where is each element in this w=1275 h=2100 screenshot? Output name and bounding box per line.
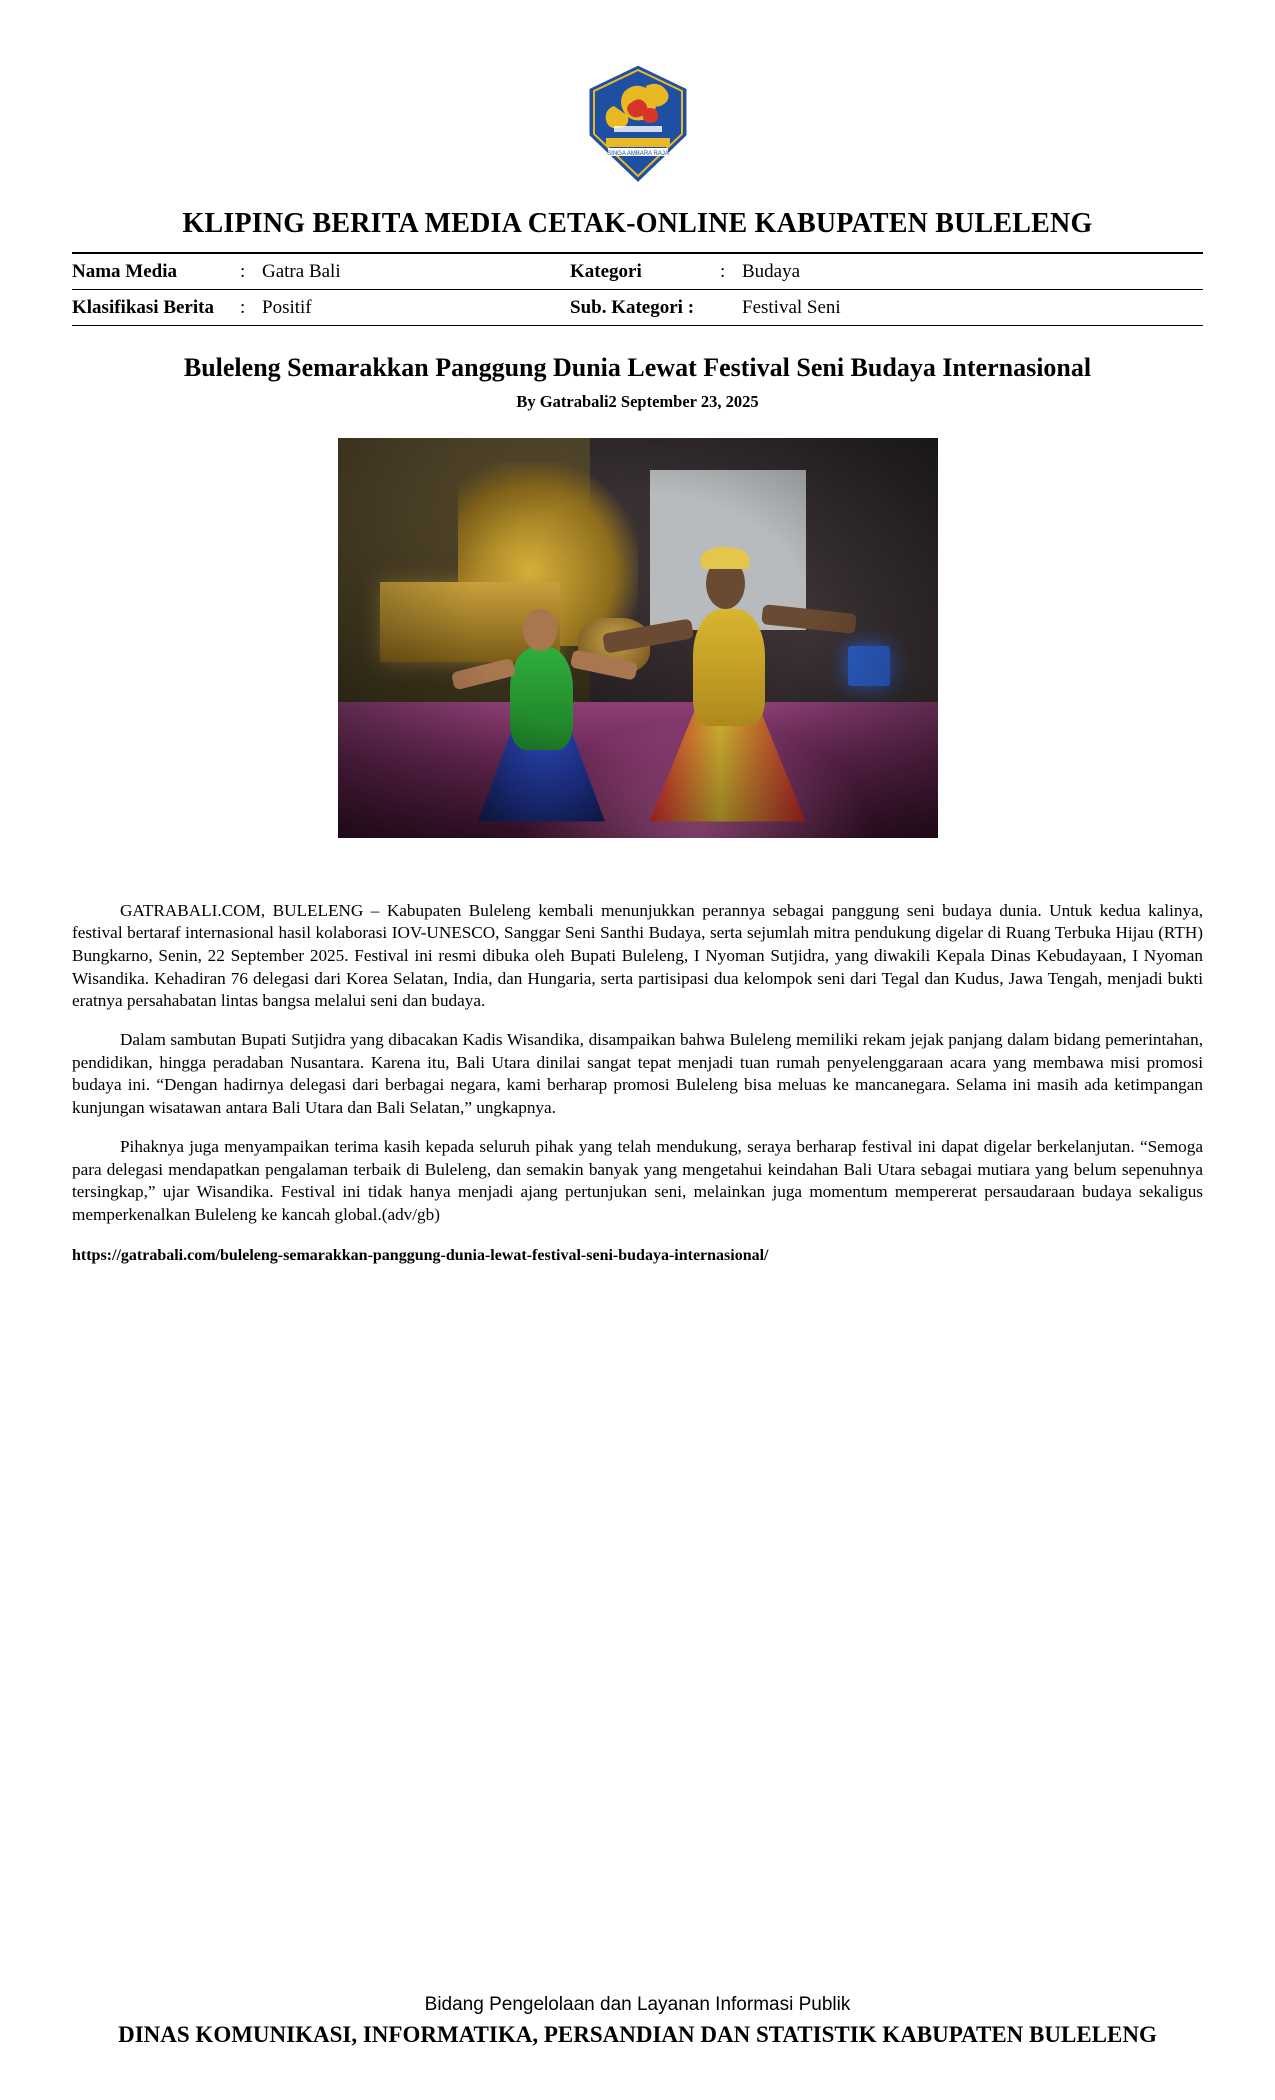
article-photo bbox=[338, 438, 938, 838]
page-footer bbox=[0, 1994, 1275, 2048]
table-row bbox=[72, 254, 1203, 289]
colon-1: : bbox=[240, 261, 246, 282]
meta-bottom-divider bbox=[72, 325, 1203, 326]
colon-2: : bbox=[720, 261, 726, 282]
source-url-link[interactable]: https://gatrabali.com/buleleng-semarakkan-panggung-dunia-lewat-festival-seni-budaya-internasional/ bbox=[72, 1246, 769, 1264]
value-klasifikasi-berita: Positif bbox=[262, 297, 312, 318]
buleleng-regency-crest-icon bbox=[584, 62, 692, 186]
colon-4 bbox=[720, 290, 742, 325]
value-sub-kategori: Festival Seni bbox=[742, 297, 841, 318]
svg-text:SINGA AMBARA RAJA: SINGA AMBARA RAJA bbox=[606, 151, 669, 157]
article-paragraph-3: Pihaknya juga menyampaikan terima kasih kepada seluruh pihak yang telah mendukung, seraya berharap festival ini dapat digelar berkelanjutan. “Semoga para delegasi mendapatkan pengalaman terbaik di Buleleng, dan semakin banyak yang mengetahui keindahan Bali Utara sebagai mutiara yang belum sepenuhnya tersingkap,” ujar Wisandika. Festival ini tidak hanya menjadi ajang pertunjukan seni, melainkan juga momentum mempererat persaudaraan budaya sekaligus memperkenalkan Buleleng ke kancah global.(adv/gb) bbox=[72, 1136, 1203, 1224]
label-sub-kategori: Sub. Kategori : bbox=[570, 297, 695, 318]
article-title: Buleleng Semarakkan Panggung Dunia Lewat Festival Seni Budaya Internasional bbox=[183, 353, 1092, 382]
page-title: KLIPING BERITA MEDIA CETAK-ONLINE KABUPATEN BULELENG bbox=[182, 208, 1093, 239]
logo-container bbox=[72, 0, 1203, 186]
table-row bbox=[72, 290, 1203, 325]
label-nama-media: Nama Media bbox=[72, 261, 178, 282]
media-meta-table bbox=[72, 254, 1203, 325]
article-body bbox=[72, 900, 1203, 1266]
value-nama-media: Gatra Bali bbox=[262, 261, 341, 282]
value-kategori: Budaya bbox=[742, 261, 801, 282]
label-kategori: Kategori bbox=[570, 261, 642, 282]
article-paragraph-1: GATRABALI.COM, BULELENG – Kabupaten Buleleng kembali menunjukkan perannya sebagai panggung seni budaya dunia. Untuk kedua kalinya, festival bertaraf internasional hasil kolaborasi IOV-UNESCO, Sanggar Seni Santhi Budaya, serta sejumlah mitra pendukung digelar di Ruang Terbuka Hijau (RTH) Bungkarno, Senin, 22 September 2025. Festival ini resmi dibuka oleh Bupati Buleleng, I Nyoman Sutjidra, yang diwakili Kepala Dinas Kebudayaan, I Nyoman Wisandika. Kehadiran 76 delegasi dari Korea Selatan, India, dan Hungaria, serta partisipasi dua kelompok seni dari Tegal dan Kudus, Jawa Tengah, menjadi bukti eratnya persahabatan lintas bangsa melalui seni dan budaya. bbox=[72, 900, 1203, 1011]
article-image-container bbox=[72, 438, 1203, 838]
footer-department-line: Bidang Pengelolaan dan Layanan Informasi Publik bbox=[424, 1994, 851, 2015]
article-byline: By Gatrabali2 September 23, 2025 bbox=[516, 391, 759, 411]
colon-3: : bbox=[240, 297, 246, 318]
label-klasifikasi-berita: Klasifikasi Berita bbox=[72, 297, 214, 318]
footer-agency-line: DINAS KOMUNIKASI, INFORMATIKA, PERSANDIAN DAN STATISTIK KABUPATEN BULELENG bbox=[118, 2022, 1157, 2047]
article-paragraph-2: Dalam sambutan Bupati Sutjidra yang dibacakan Kadis Wisandika, disampaikan bahwa Buleleng memiliki rekam jejak panjang dalam bidang pemerintahan, pendidikan, hingga peradaban Nusantara. Karena itu, Bali Utara dinilai sangat tepat menjadi tuan rumah penyelenggaraan acara yang membawa misi promosi budaya ini. “Dengan hadirnya delegasi dari berbagai negara, kami berharap promosi Buleleng bisa meluas ke mancanegara. Selama ini masih ada ketimpangan kunjungan wisatawan antara Bali Utara dan Bali Selatan,” ungkapnya. bbox=[72, 1030, 1203, 1118]
